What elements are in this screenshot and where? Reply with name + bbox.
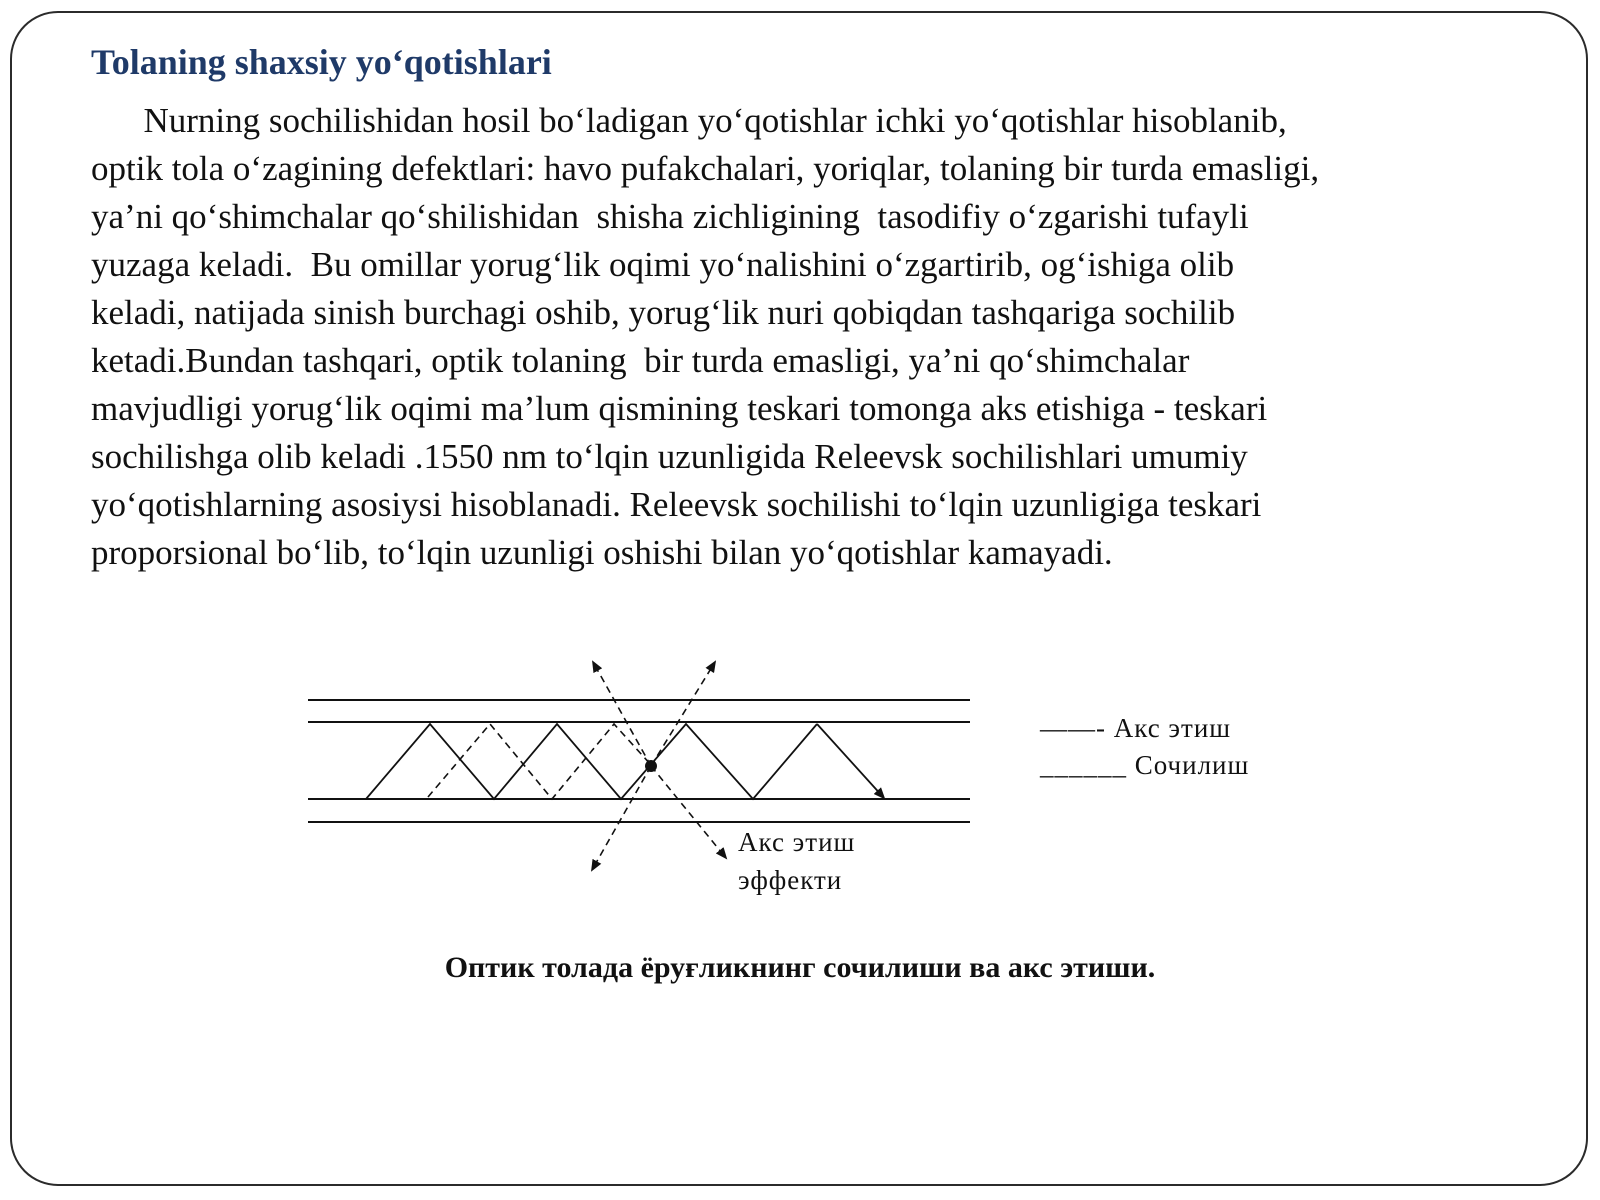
legend-scattering [1040,749,1249,781]
annotation-reflection-effect-line2: эффекти [738,865,843,895]
paragraph-line: mavjudligi yorug‘lik oqimi ma’lum qismining teskari tomonga aks etishiga - teskari [91,389,1268,428]
slide-title: Tolaning shaxsiy yo‘qotishlari [91,42,552,82]
paragraph-line: Nurning sochilishidan hosil bo‘ladigan yo‘qotishlar ichki yo‘qotishlar hisoblanib, [91,101,1287,140]
paragraph-line: ketadi.Bundan tashqari, optik tolaning bir turda emasligi, ya’ni qo‘shimchalar [91,341,1190,380]
paragraph-line: proporsional bo‘lib, to‘lqin uzunligi oshishi bilan yo‘qotishlar kamayadi. [91,533,1113,572]
paragraph-line: yuzaga keladi. Bu omillar yorug‘lik oqimi yo‘nalishini o‘zgartirib, og‘ishiga olib [91,245,1235,284]
paragraph-line: yo‘qotishlarning asosiysi hisoblanadi. Releevsk sochilishi to‘lqin uzunligiga teskari [91,485,1262,524]
figure-caption: Оптик толада ёруғликнинг сочилиши ва акс этиши. [444,951,1156,984]
paragraph-line: keladi, natijada sinish burchagi oshib, yorug‘lik nuri qobiqdan tashqariga sochilib [91,293,1236,332]
legend-reflection-marker: ——- [1040,713,1106,743]
paragraph-line: sochilishga olib keladi .1550 nm to‘lqin uzunligida Releevsk sochilishlari umumiy [91,437,1248,476]
annotation-reflection-effect-line1: Акс этиш [738,827,856,857]
legend-scattering-label: Сочилиш [1134,750,1250,780]
legend-reflection [1040,712,1231,744]
legend-reflection-label: Акс этиш [1113,713,1232,743]
paragraph-line: ya’ni qo‘shimchalar qo‘shilishidan shisha zichligining tasodifiy o‘zgarishi tufayli [91,197,1249,236]
legend-scattering-marker: ______ [1040,750,1127,780]
paragraph-line: optik tola o‘zagining defektlari: havo pufakchalari, yoriqlar, tolaning bir turda emasligi, [91,149,1320,188]
body-paragraph [91,97,1531,577]
